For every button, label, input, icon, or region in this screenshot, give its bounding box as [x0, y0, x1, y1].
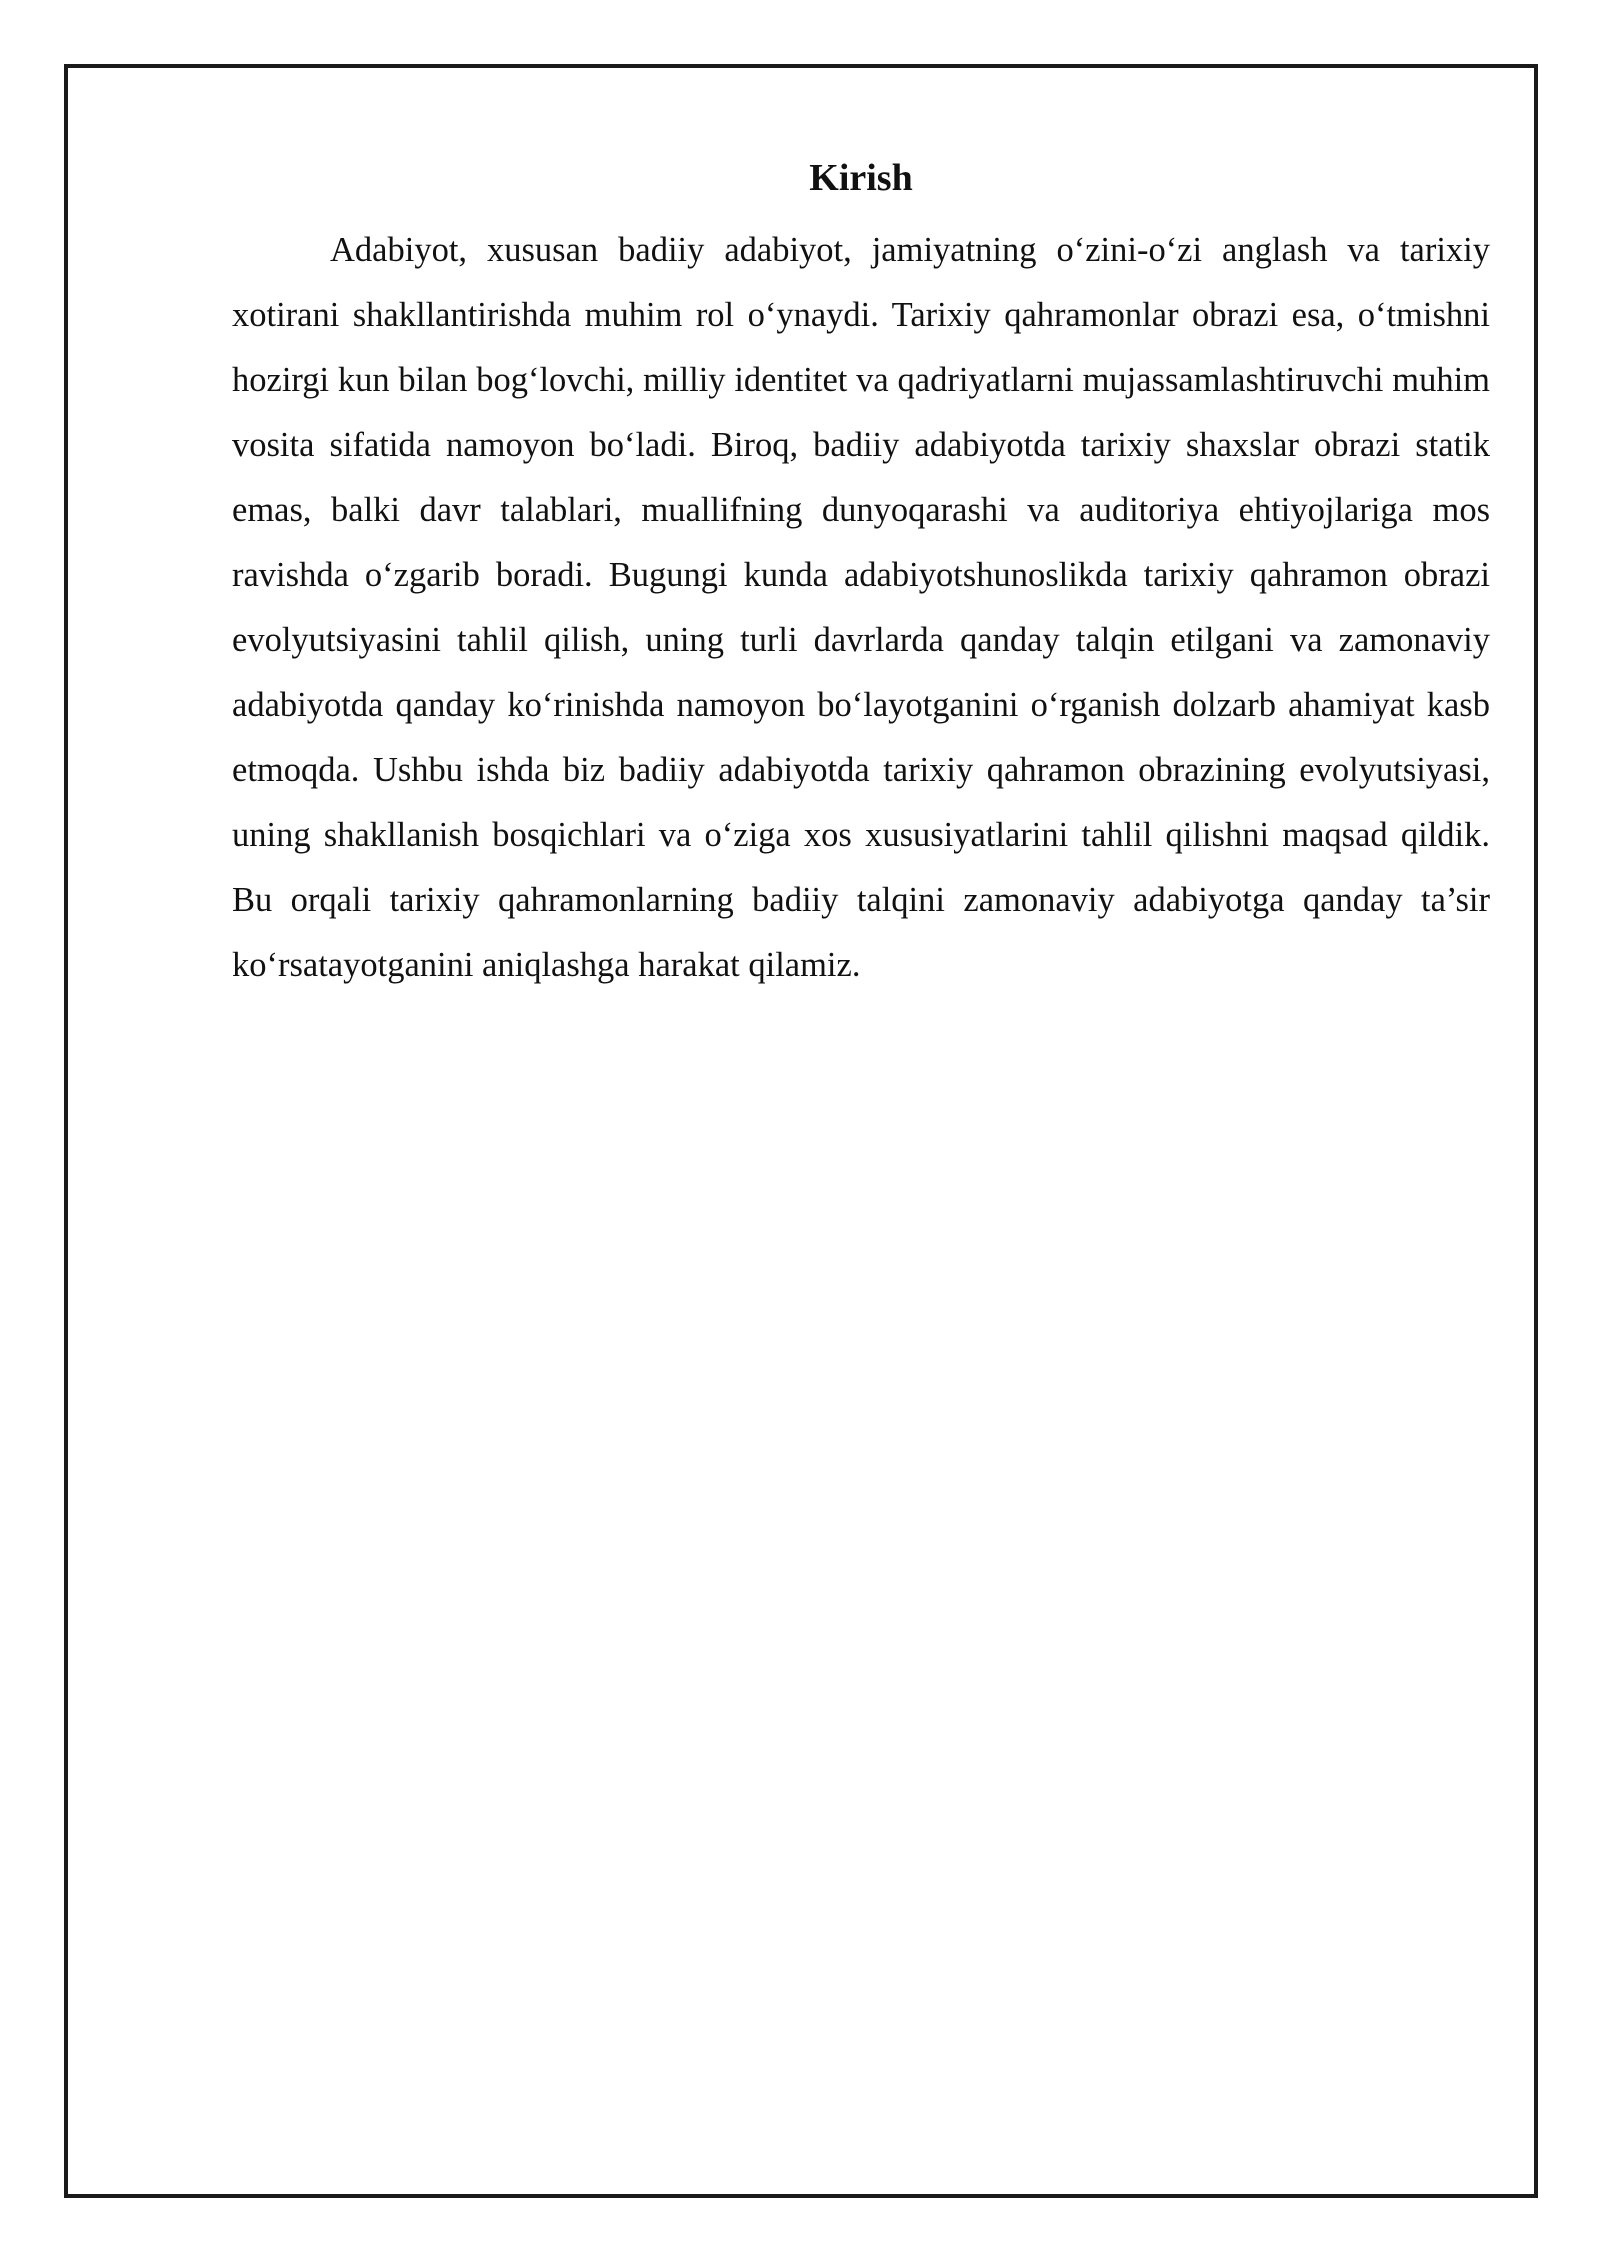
page-content [232, 152, 1490, 998]
page-title: Kirish [809, 157, 913, 199]
body-paragraph: Adabiyot, xususan badiiy adabiyot, jamiyatning o‘zini-o‘zi anglash va tarixiy xotirani shakllantirishda muhim rol o‘ynaydi. Tarixiy qahramonlar obrazi esa, o‘tmishni hozirgi kun bilan bog‘lovchi, milliy identitet va qadriyatlarni mujassamlashtiruvchi muhim vosita sifatida namoyon bo‘ladi. Biroq, badiiy adabiyotda tarixiy shaxslar obrazi statik emas, balki davr talablari, muallifning dunyoqarashi va auditoriya ehtiyojlariga mos ravishda o‘zgarib boradi. Bugungi kunda adabiyotshunoslikda tarixiy qahramon obrazi evolyutsiyasini tahlil qilish, uning turli davrlarda qanday talqin etilgani va zamonaviy adabiyotda qanday ko‘rinishda namoyon bo‘layotganini o‘rganish dolzarb ahamiyat kasb etmoqda. Ushbu ishda biz badiiy adabiyotda tarixiy qahramon obrazining evolyutsiyasi, uning shakllanish bosqichlari va o‘ziga xos xususiyatlarini tahlil qilishni maqsad qildik. Bu orqali tarixiy qahramonlarning badiiy talqini zamonaviy adabiyotga qanday ta’sir ko‘rsatayotganini aniqlashga harakat qilamiz. [232, 231, 1490, 984]
page-frame [64, 64, 1538, 2198]
